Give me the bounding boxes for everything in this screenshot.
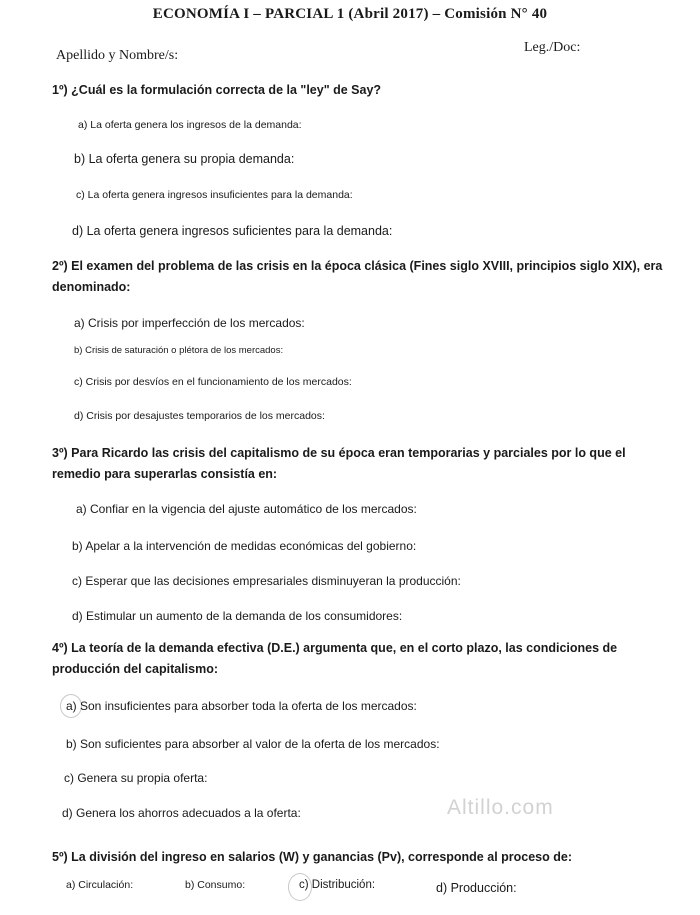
- question-5: 5º) La división del ingreso en salarios (W) y ganancias (Pv), corresponde al proceso de:: [52, 850, 572, 864]
- q3-option-b[interactable]: b) Apelar a la intervención de medidas económicas del gobierno:: [72, 539, 417, 553]
- q4-option-b[interactable]: b) Son suficientes para absorber al valor de la oferta de los mercados:: [66, 737, 440, 751]
- q3-option-a[interactable]: a) Confiar en la vigencia del ajuste automático de los mercados:: [76, 502, 417, 516]
- q5-option-a[interactable]: a) Circulación:: [66, 879, 134, 891]
- q5-option-b[interactable]: b) Consumo:: [185, 879, 246, 891]
- q3-option-c[interactable]: c) Esperar que las decisiones empresariales disminuyeran la producción:: [72, 574, 461, 588]
- q4-option-a[interactable]: a) Son insuficientes para absorber toda la oferta de los mercados:: [66, 699, 417, 713]
- q1-option-c[interactable]: c) La oferta genera ingresos insuficientes para la demanda:: [76, 189, 353, 201]
- q2-option-b[interactable]: b) Crisis de saturación o plétora de los mercados:: [74, 345, 284, 356]
- q5-option-d[interactable]: d) Producción:: [436, 881, 517, 895]
- q1-option-d[interactable]: d) La oferta genera ingresos suficientes para la demanda:: [72, 224, 393, 238]
- q4-option-d[interactable]: d) Genera los ahorros adecuados a la oferta:: [62, 806, 301, 820]
- q5-option-c[interactable]: c) Distribución:: [299, 879, 376, 891]
- q2-option-d[interactable]: d) Crisis por desajustes temporarios de los mercados:: [74, 410, 325, 422]
- student-name-label: Apellido y Nombre/s:: [56, 48, 179, 63]
- question-3: 3º) Para Ricardo las crisis del capitalismo de su época eran temporarias y parciales por lo que el remedio para superarlas consistía en:: [52, 446, 626, 481]
- legajo-label: Leg./Doc:: [524, 40, 581, 55]
- q1-option-a[interactable]: a) La oferta genera los ingresos de la demanda:: [78, 119, 302, 131]
- question-1: 1º) ¿Cuál es la formulación correcta de la "ley" de Say?: [52, 83, 382, 97]
- q2-option-a[interactable]: a) Crisis por imperfección de los mercados:: [74, 316, 305, 330]
- q1-option-b[interactable]: b) La oferta genera su propia demanda:: [74, 152, 295, 166]
- question-4: 4º) La teoría de la demanda efectiva (D.E.) argumenta que, en el corto plazo, las condiciones de producción del capitalismo:: [52, 641, 618, 676]
- q3-option-d[interactable]: d) Estimular un aumento de la demanda de los consumidores:: [72, 609, 403, 623]
- q4-option-c[interactable]: c) Genera su propia oferta:: [64, 771, 208, 785]
- q2-option-c[interactable]: c) Crisis por desvíos en el funcionamiento de los mercados:: [74, 376, 352, 388]
- exam-title: ECONOMÍA I – PARCIAL 1 (Abril 2017) – Comisión N° 40: [152, 6, 548, 22]
- question-2: 2º) El examen del problema de las crisis en la época clásica (Fines siglo XVIII, principios siglo XIX), era denominado:: [52, 259, 663, 294]
- watermark-text: Altillo.com: [447, 796, 554, 819]
